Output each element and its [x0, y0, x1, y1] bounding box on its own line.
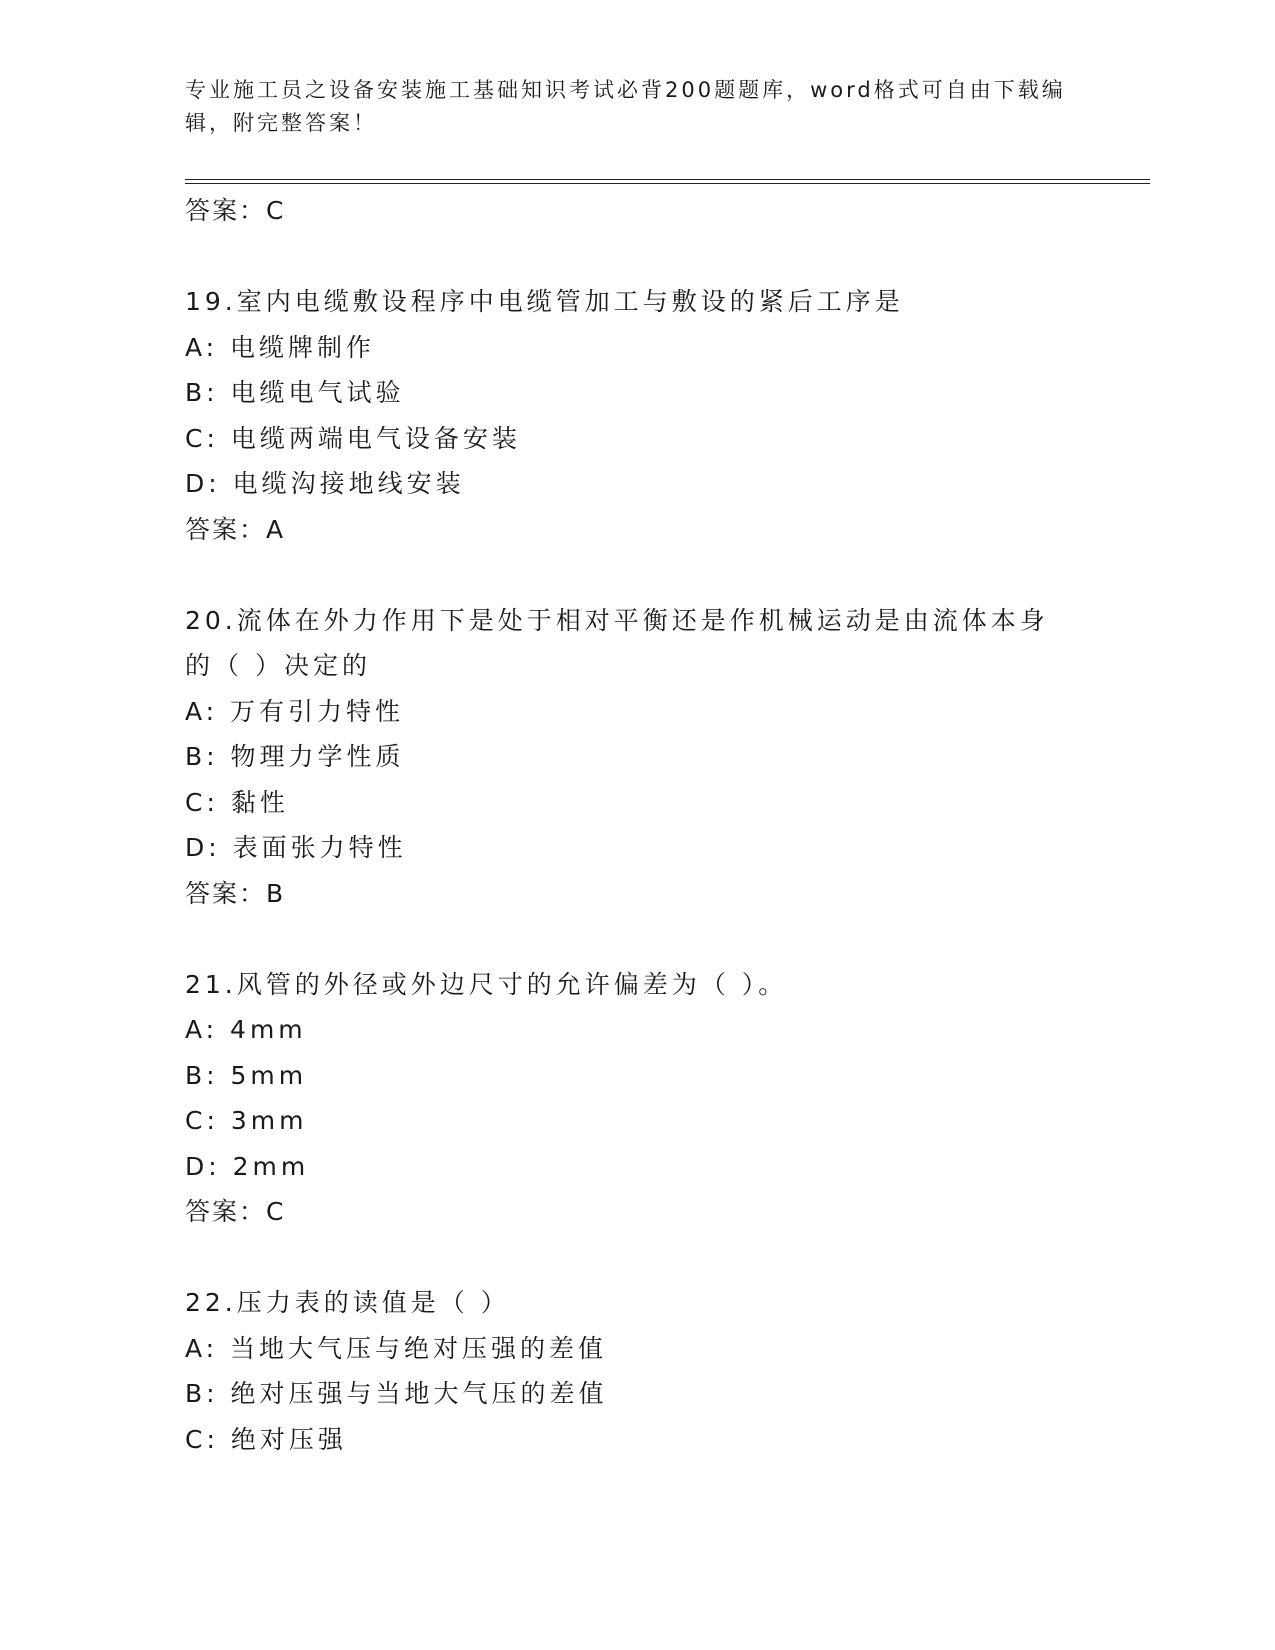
- header-divider: [185, 179, 1150, 180]
- header-divider-secondary: [185, 183, 1150, 184]
- option-c: C: 黏性: [185, 787, 289, 817]
- option-b: B: 5mm: [185, 1060, 308, 1090]
- question-22: [185, 1280, 1115, 1462]
- option-c: C: 绝对压强: [185, 1424, 347, 1454]
- question-stem: 20.流体在外力作用下是处于相对平衡还是作机械运动是由流体本身的（ ）决定的: [185, 605, 1049, 680]
- option-c: C: 电缆两端电气设备安装: [185, 423, 521, 453]
- option-a: A: 当地大气压与绝对压强的差值: [185, 1333, 608, 1363]
- option-c: C: 3mm: [185, 1106, 308, 1135]
- question-list: [185, 188, 1115, 1462]
- option-a: A: 电缆牌制作: [185, 332, 376, 362]
- option-d: D: 表面张力特性: [185, 833, 407, 862]
- option-d: D: 2mm: [185, 1151, 310, 1181]
- option-a: A: 万有引力特性: [185, 696, 405, 726]
- answer-line: 答案：B: [185, 878, 286, 908]
- question-20: [185, 598, 1115, 917]
- option-b: B: 绝对压强与当地大气压的差值: [185, 1379, 608, 1408]
- option-b: B: 物理力学性质: [185, 742, 405, 771]
- answer-line: 答案：C: [185, 196, 286, 225]
- document-header: 专业施工员之设备安装施工基础知识考试必背200题题库，word格式可自由下载编辑，附完整答案！: [185, 78, 1066, 135]
- question-19: [185, 279, 1115, 552]
- option-a: A: 4mm: [185, 1015, 307, 1044]
- answer-line: 答案：A: [185, 514, 286, 544]
- question-stem: 21.风管的外径或外边尺寸的允许偏差为（ ）。: [185, 969, 788, 999]
- question-stem: 22.压力表的读值是（ ）: [185, 1288, 510, 1317]
- option-d: D: 电缆沟接地线安装: [185, 469, 465, 498]
- question-stem: 19.室内电缆敷设程序中电缆管加工与敷设的紧后工序是: [185, 287, 904, 316]
- answer-line: 答案：C: [185, 1197, 286, 1226]
- question-21: [185, 962, 1115, 1235]
- option-b: B: 电缆电气试验: [185, 378, 405, 407]
